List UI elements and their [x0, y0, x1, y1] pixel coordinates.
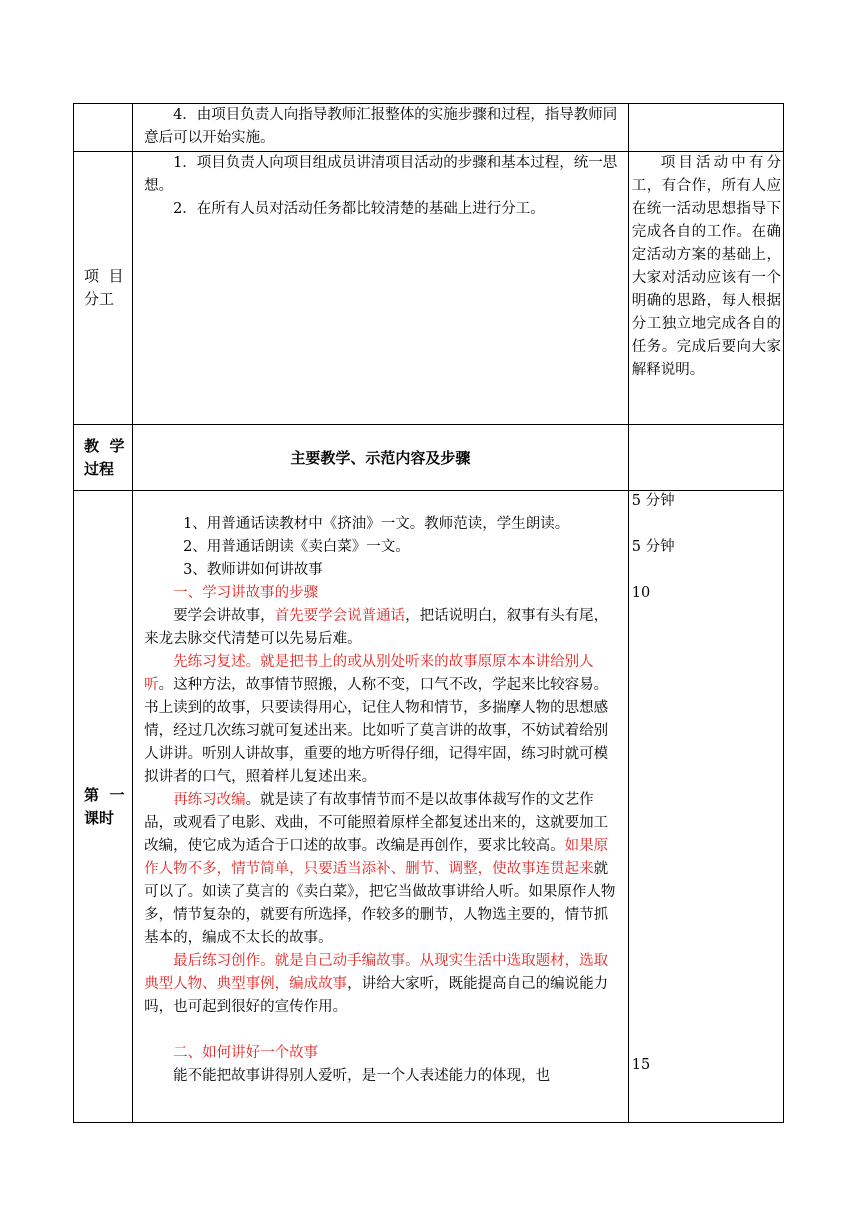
division-label — [74, 152, 133, 425]
time-3: 10 — [631, 585, 651, 601]
para-2-b: 。这种方法，故事情节照搬，人称不变，口气不改，学起来比较容易。书上读到的故事，只要读得用心，记住人物和情节，多揣摩人物的思想感情，经过几次练习就可复述出来。比如听了莫言讲的故事，不妨试着给别人讲讲。听别人讲故事，重要的地方听得仔细，记得牢固，练习时就可模拟讲者的口气，照着样儿复述出来。 — [144, 677, 609, 785]
report-line: 4．由项目负责人向指导教师汇报整体的实施步骤和过程，指导教师同意后可以开始实施。 — [144, 107, 618, 146]
para-3-b: 。就是读了有故事情节而不是以故事体裁写作的文艺作品，或观看了电影、戏曲，不可能照着原样全都复述出来的，这就要加工改编，使它成为适合于口述的故事。改编是再创作，要求比较高。 — [144, 792, 609, 854]
time-4: 15 — [631, 1057, 651, 1073]
lesson-label-line1: 第 一 — [84, 785, 125, 804]
lesson-content — [133, 491, 629, 1123]
division-content — [133, 152, 629, 425]
section2-title: 二、如何讲好一个故事 — [173, 1045, 319, 1061]
row-report-note — [628, 104, 783, 152]
para-3-c: 就可以了。如读了莫言的《卖白菜》，把它当做故事讲给人听。如果原作人物多，情节复杂的，就要有所选择，作较多的删节，人物选主要的，情节抓基本的，编成不太长的故事。 — [144, 861, 616, 946]
para-4-highlight: 最后练习创作。就是自己动手编故事。从现实生活中选取题材，选取典型人物、典型事例，编成故事 — [144, 953, 609, 992]
para-4-b: ，讲给大家听，既能提高自己的编说能力吗，也可起到很好的宣传作用。 — [144, 976, 609, 1015]
row-process-header — [74, 425, 784, 491]
process-label-line2: 过程 — [84, 459, 115, 478]
row-report — [74, 104, 784, 152]
para-2 — [144, 651, 622, 789]
para-3-highlight: 再练习改编 — [173, 792, 246, 808]
division-line-2: 2．在所有人员对活动任务都比较清楚的基础上进行分工。 — [173, 201, 545, 217]
lesson-plan-table — [73, 103, 784, 1123]
para-3 — [144, 789, 622, 950]
process-label-line1: 教 学 — [84, 436, 125, 455]
row-report-label — [74, 104, 133, 152]
process-note — [628, 425, 783, 491]
para-4 — [144, 950, 622, 1019]
process-title: 主要教学、示范内容及步骤 — [133, 425, 629, 491]
para-3-highlight-2: 如果原作人物不多，情节简单，只要适当添补、删节、调整，使故事连贯起来 — [144, 838, 609, 877]
lesson-label — [74, 491, 133, 1123]
section1-title: 一、学习讲故事的步骤 — [173, 585, 319, 601]
para-1-a: 要学会讲故事， — [173, 608, 275, 624]
division-note — [628, 152, 783, 425]
process-label — [74, 425, 133, 491]
lesson-item-2: 2、用普通话朗读《卖白菜》一文。 — [183, 539, 410, 555]
lesson-item-1: 1、用普通话读教材中《挤油》一文。教师范读，学生朗读。 — [183, 516, 570, 532]
para-1-b: ，把话说明白，叙事有头有尾，来龙去脉交代清楚可以先易后难。 — [144, 608, 609, 647]
row-report-content — [133, 104, 629, 152]
time-2: 5 分钟 — [631, 539, 675, 555]
row-lesson-one — [74, 491, 784, 1123]
time-1: 5 分钟 — [631, 493, 675, 509]
lesson-times — [628, 491, 783, 1123]
para-1 — [144, 605, 622, 651]
para-1-highlight: 首先要学会说普通话 — [274, 608, 406, 624]
division-line-1: 1．项目负责人向项目组成员讲清项目活动的步骤和基本过程，统一思想。 — [144, 155, 618, 194]
row-division — [74, 152, 784, 425]
lesson-item-3: 3、教师讲如何讲故事 — [183, 562, 323, 578]
division-note-text: 项目活动中有分工，有合作，所有人应在统一活动思想指导下完成各自的工作。在确定活动方案的基础上，大家对活动应该有一个明确的思路，每人根据分工独立地完成各自的任务。完成后要向大家解释说明。 — [631, 155, 781, 378]
division-label-line1: 项 目 — [84, 267, 124, 285]
blank-line — [144, 1019, 622, 1042]
division-label-line2: 分工 — [84, 290, 115, 308]
para-5: 能不能把故事讲得别人爱听，是一个人表述能力的体现，也 — [173, 1068, 551, 1084]
para-2-highlight: 先练习复述。就是把书上的或从别处听来的故事原原本本讲给别人听 — [144, 654, 594, 693]
lesson-label-line2: 课时 — [84, 808, 115, 827]
